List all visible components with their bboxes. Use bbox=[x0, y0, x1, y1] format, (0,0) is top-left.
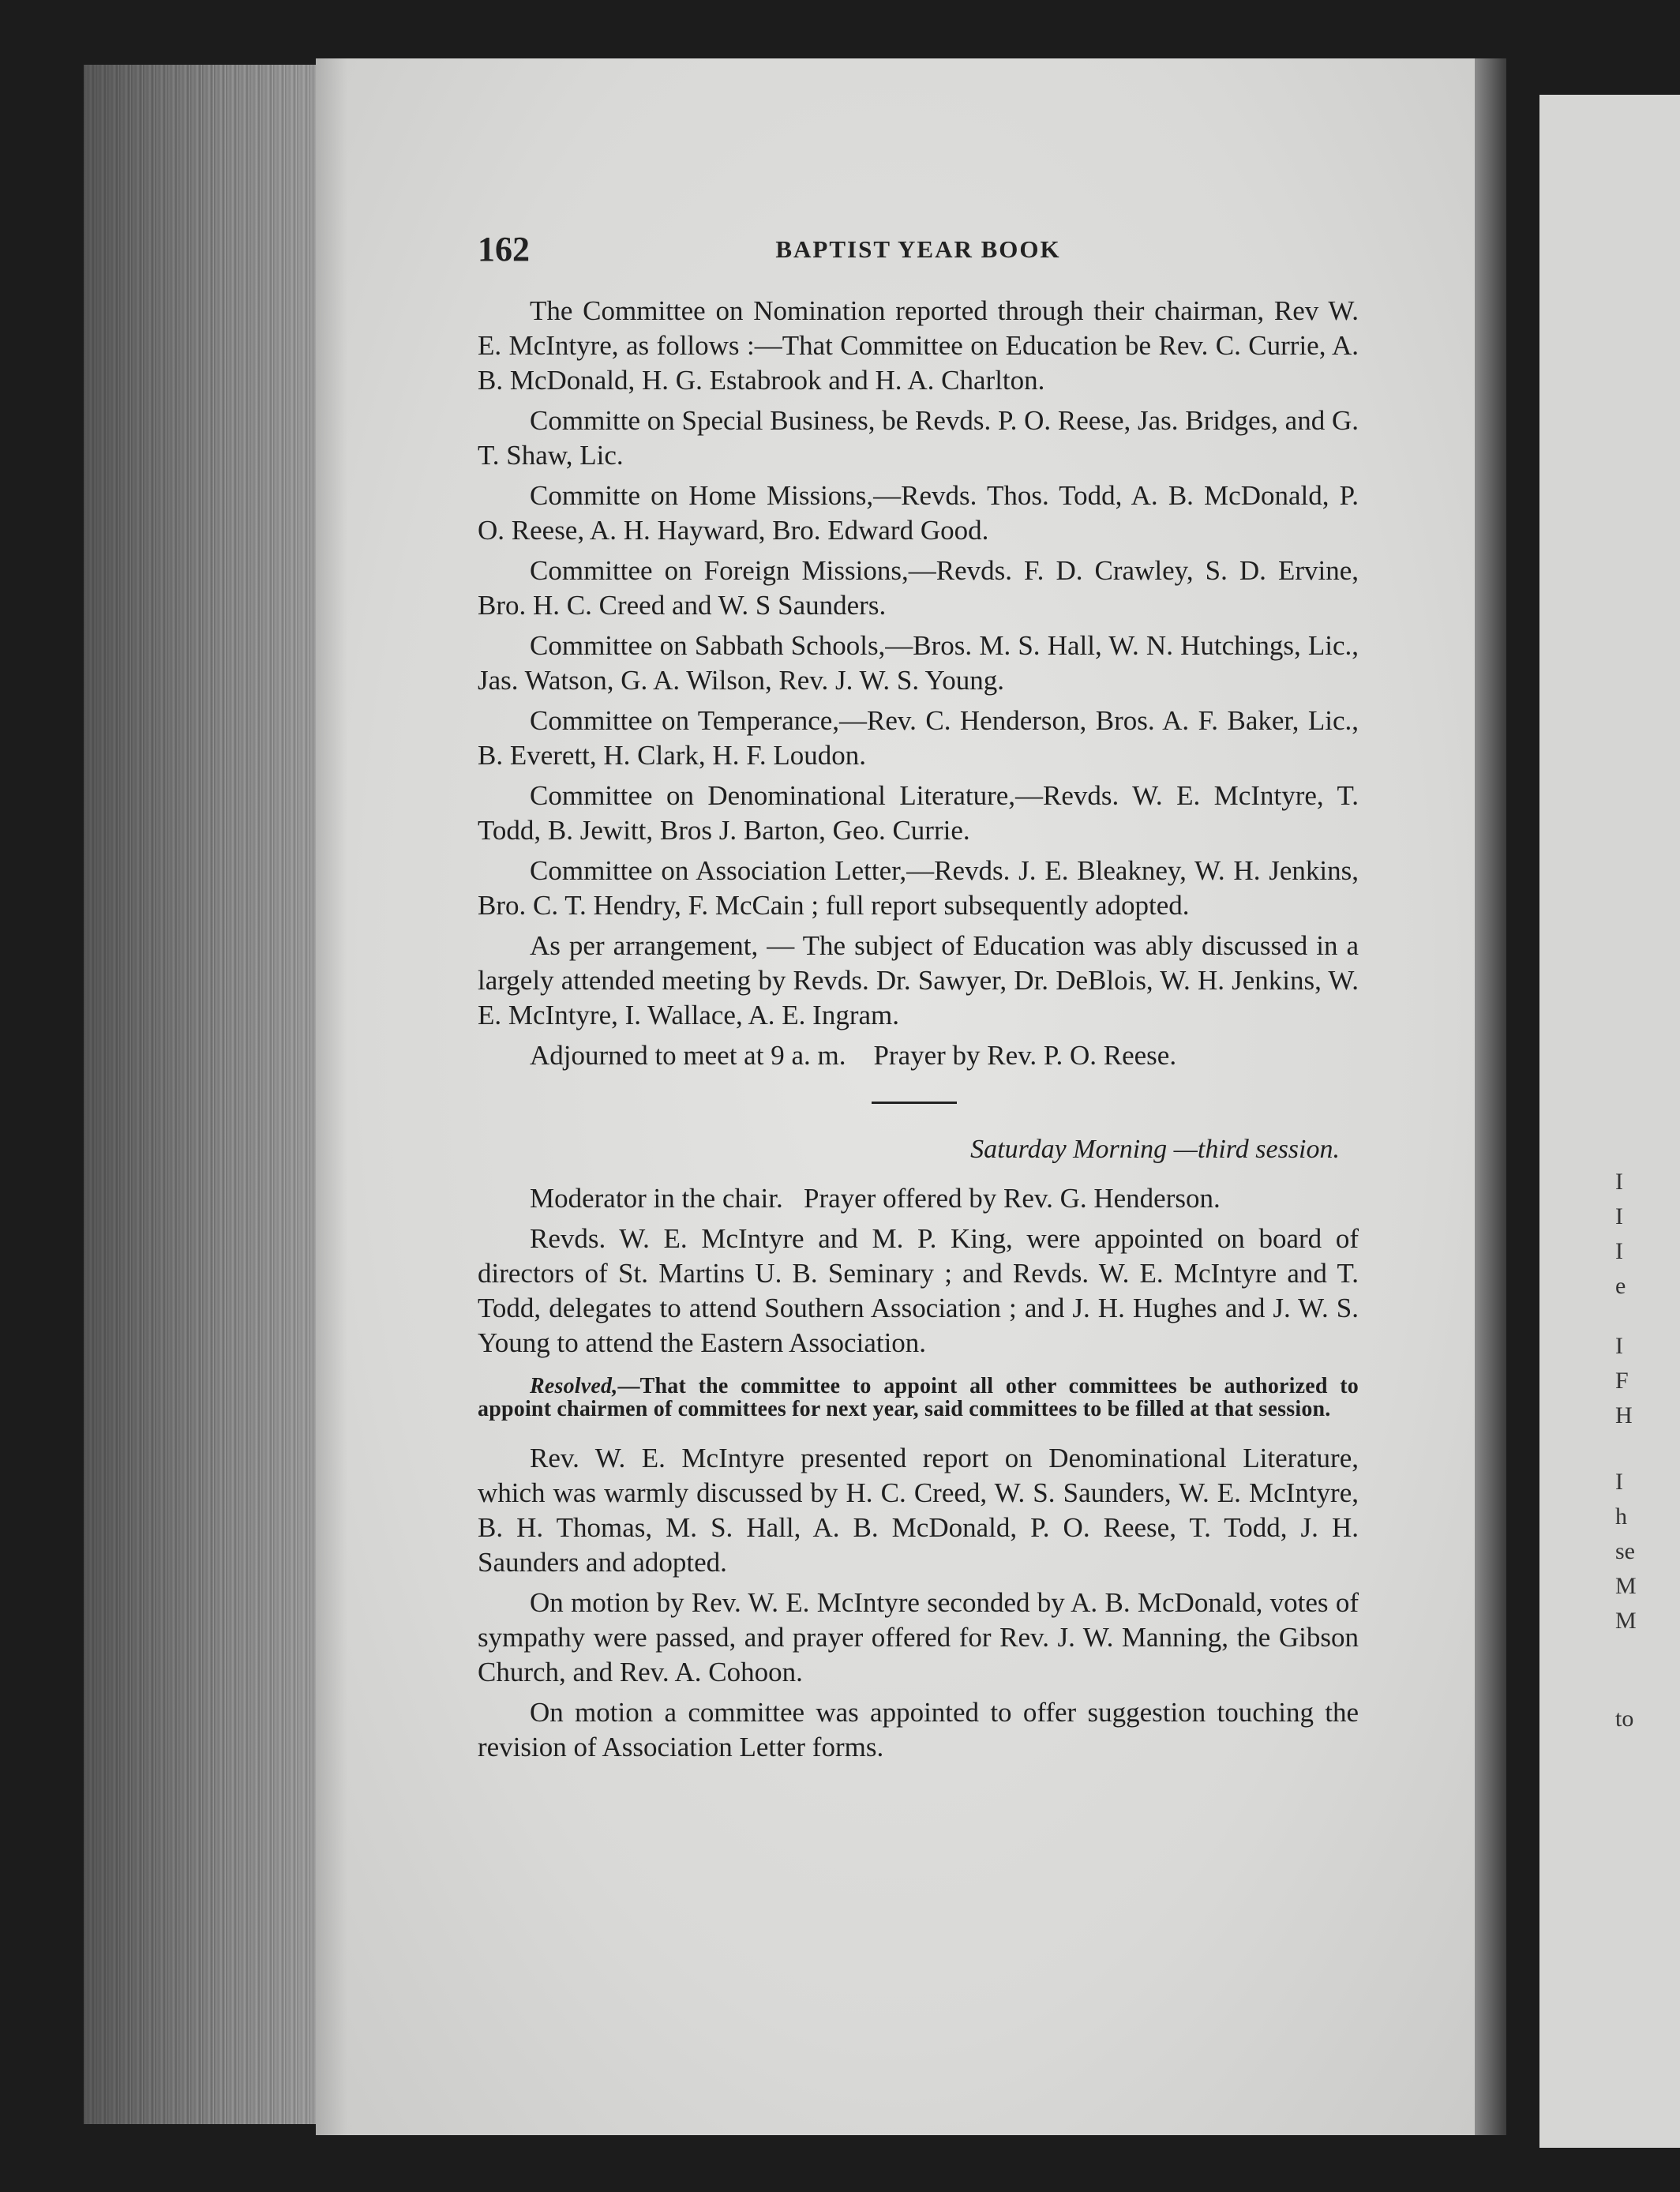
facing-page-fragment: to bbox=[1615, 1706, 1634, 1732]
facing-page-fragment: I bbox=[1615, 1238, 1623, 1264]
paragraph-home-missions: Committe on Home Missions,—Revds. Thos. Todd, A. B. McDonald, P. O. Reese, A. H. Hayward, Bro. Edward Good. bbox=[478, 480, 1359, 546]
paragraph-special-business: Committe on Special Business, be Revds. P. O. Reese, Jas. Bridges, and G. T. Shaw, Lic. bbox=[478, 405, 1359, 471]
running-head: BAPTIST YEAR BOOK bbox=[775, 235, 1061, 263]
paragraph-literature-report: Rev. W. E. McIntyre presented report on Denominational Literature, which was warmly discussed by H. C. Creed, W. S. Saunders, W. E. McIntyre, B. H. Thomas, M. S. Hall, A. B. McDonald, P. O. Reese, T. Todd, J. H. Saunders and adopted. bbox=[478, 1443, 1359, 1578]
session-heading: Saturday Morning —third session. bbox=[970, 1135, 1340, 1164]
paragraph-denominational-literature: Committee on Denominational Literature,—Revds. W. E. McIntyre, T. Todd, B. Jewitt, Bros J. Barton, Geo. Currie. bbox=[478, 780, 1359, 846]
paragraph-foreign-missions: Committee on Foreign Missions,—Revds. F. D. Crawley, S. D. Ervine, Bro. H. C. Creed and W. S Saunders. bbox=[478, 555, 1359, 621]
resolved-paragraph bbox=[478, 1375, 1359, 1421]
facing-page-fragment: M bbox=[1615, 1608, 1637, 1634]
paragraph-association-letter: Committee on Association Letter,—Revds. J. E. Bleakney, W. H. Jenkins, Bro. C. T. Hendry, F. McCain ; full report subsequently adopted. bbox=[478, 855, 1359, 921]
moderator-line: Moderator in the chair. Prayer offered by Rev. G. Henderson. bbox=[530, 1183, 1221, 1214]
resolved-text: —That the committee to appoint all other committees be authorized to appoint chairmen of committees for next year, said committees to be filled at that session. bbox=[478, 1374, 1359, 1421]
adjourned-line: Adjourned to meet at 9 a. m. Prayer by Rev. P. O. Reese. bbox=[530, 1040, 1177, 1071]
page-body bbox=[478, 294, 1359, 1770]
page-number: 162 bbox=[478, 230, 530, 268]
facing-page-fragment: I bbox=[1615, 1333, 1623, 1359]
facing-page-fragment: I bbox=[1615, 1203, 1623, 1229]
facing-page bbox=[1539, 95, 1680, 2148]
book-spine bbox=[1475, 58, 1506, 2135]
page-gutter-shadow bbox=[316, 58, 347, 2135]
facing-page-fragment: se bbox=[1615, 1538, 1635, 1564]
paragraph-temperance: Committee on Temperance,—Rev. C. Henderson, Bros. A. F. Baker, Lic., B. Everett, H. Clark, H. F. Loudon. bbox=[478, 705, 1359, 771]
paragraph-appointments: Revds. W. E. McIntyre and M. P. King, were appointed on board of directors of St. Martins U. B. Seminary ; and Revds. W. E. McIntyre and T. Todd, delegates to attend Southern Association ; and J. H. Hughes and J. W. S. Young to attend the Eastern Association. bbox=[478, 1223, 1359, 1358]
paragraph-sabbath-schools: Committee on Sabbath Schools,—Bros. M. S. Hall, W. N. Hutchings, Lic., Jas. Watson, G. A. Wilson, Rev. J. W. S. Young. bbox=[478, 630, 1359, 696]
paragraph-education: As per arrangement, — The subject of Education was ably discussed in a largely attended meeting by Revds. Dr. Sawyer, Dr. DeBlois, W. H. Jenkins, W. E. McIntyre, I. Wallace, A. E. Ingram. bbox=[478, 930, 1359, 1030]
paragraph-nomination: The Committee on Nomination reported through their chairman, Rev W. E. McIntyre, as follows :—That Committee on Education be Rev. C. Currie, A. B. McDonald, H. G. Estabrook and H. A. Charlton. bbox=[478, 295, 1359, 396]
paragraph-sympathy: On motion by Rev. W. E. McIntyre seconded by A. B. McDonald, votes of sympathy were passed, and prayer offered for Rev. J. W. Manning, the Gibson Church, and Rev. A. Cohoon. bbox=[478, 1587, 1359, 1687]
facing-page-fragment: I bbox=[1615, 1469, 1623, 1495]
facing-page-fragment: h bbox=[1615, 1503, 1627, 1530]
page-header bbox=[478, 229, 1359, 268]
facing-page-fragment: H bbox=[1615, 1402, 1633, 1428]
facing-page-fragment: e bbox=[1615, 1273, 1626, 1299]
resolved-lead: Resolved, bbox=[530, 1374, 618, 1398]
paragraph-letter-forms: On motion a committee was appointed to offer suggestion touching the revision of Association Letter forms. bbox=[478, 1697, 1359, 1762]
facing-page-fragment: M bbox=[1615, 1573, 1637, 1599]
facing-page-fragment: F bbox=[1615, 1368, 1629, 1394]
book-page-edges bbox=[84, 65, 321, 2124]
facing-page-fragment: I bbox=[1615, 1169, 1623, 1195]
section-divider bbox=[872, 1102, 957, 1104]
